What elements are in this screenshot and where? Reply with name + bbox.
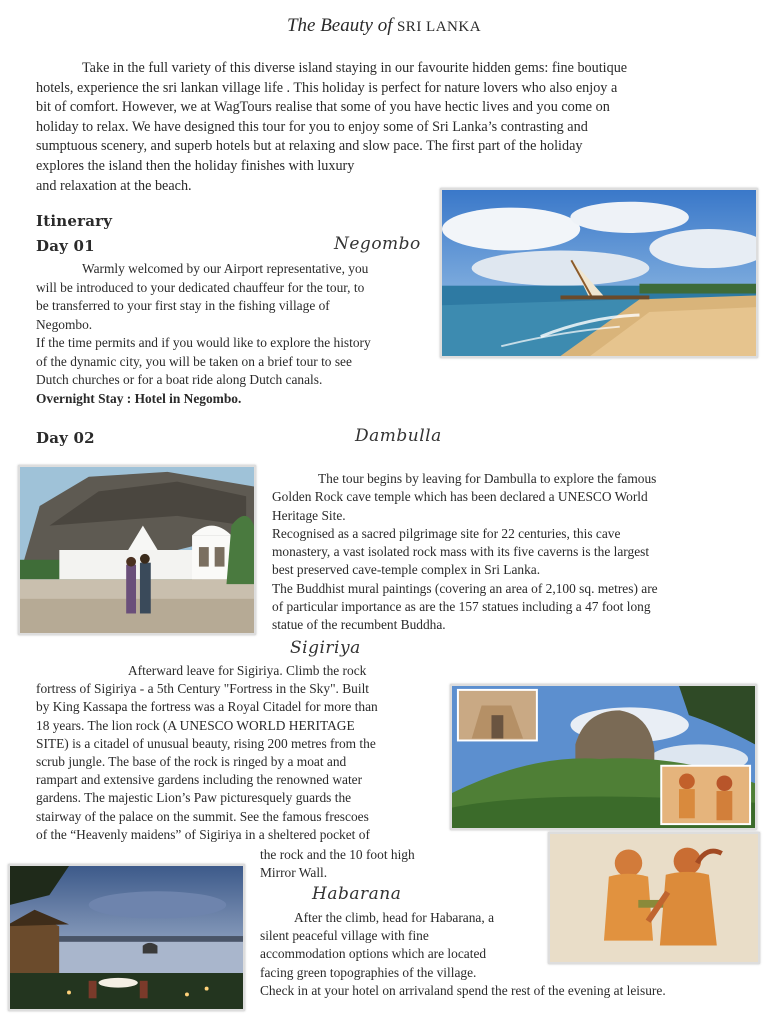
day02-line: of particular importance as are the 157 statues including a 47 foot long xyxy=(272,599,651,615)
sigiriya-line: the rock and the 10 foot high xyxy=(260,847,415,862)
day01-overnight: Overnight Stay : Hotel in Negombo. xyxy=(36,390,242,406)
day01-line: If the time permits and if you would like to explore the history xyxy=(36,335,371,350)
day02-line: Recognised as a sacred pilgrimage site for 22 centuries, this cave xyxy=(272,525,621,541)
day02-line: Heritage Site. xyxy=(272,507,346,523)
sigiriya-line: of the “Heavenly maidens” of Sigiriya in a sheltered pocket of xyxy=(36,826,370,842)
sigiriya-line: by King Kassapa the fortress was a Royal Citadel for more than xyxy=(36,699,378,715)
habarana-line: facing green topographies of the village. xyxy=(260,964,477,980)
day02-label: Day 02 xyxy=(36,429,95,447)
day01-label: Day 01 xyxy=(36,237,95,255)
intro-line: explores the island then the holiday finishes with luxury xyxy=(36,157,355,174)
dambulla-temple-photo xyxy=(18,465,256,635)
negombo-beach-photo xyxy=(440,188,758,358)
habarana-line: accommodation options which are located xyxy=(260,946,487,962)
day02-place: Dambulla xyxy=(355,426,442,446)
day02-line: Golden Rock cave temple which has been declared a UNESCO World xyxy=(272,489,648,505)
day01-line: be transferred to your first stay in the fishing village of xyxy=(36,298,330,313)
intro-line: sumptuous scenery, and superb hotels but at relaxing and slow pace. The first part of the holiday xyxy=(36,138,583,155)
day01-line: of the dynamic city, you will be taken on a brief tour to see xyxy=(36,353,352,369)
intro-line: and relaxation at the beach. xyxy=(36,177,192,194)
sigiriya-line: gardens. The majestic Lion’s Paw picturesquely guards the xyxy=(36,790,352,806)
intro-line: hotels, experience the sri lankan village life . This holiday is perfect for nature lovers who also enjoy a xyxy=(36,79,618,96)
sigiriya-place: Sigiriya xyxy=(290,638,361,658)
intro-line: bit of comfort. However, we at WagTours realise that some of you have hectic lives and you come on xyxy=(36,99,610,116)
intro-paragraph xyxy=(36,59,736,196)
sigiriya-paragraph xyxy=(36,662,446,844)
itinerary-heading: Itinerary xyxy=(36,212,113,230)
sigiriya-line: scrub jungle. The base of the rock is ringed by a moat and xyxy=(36,754,347,770)
day01-line: Negombo. xyxy=(36,316,93,332)
sigiriya-line: SITE) is a citadel of unusual beauty, rising 200 metres from the xyxy=(36,735,376,751)
day01-paragraph xyxy=(36,260,436,408)
sigiriya-frescoes-photo xyxy=(548,832,760,964)
sigiriya-line: fortress of Sigiriya - a 5th Century "Fortress in the Sky". Built xyxy=(36,681,370,697)
day01-place: Negombo xyxy=(334,234,421,254)
title-part1: The Beauty of xyxy=(286,15,393,36)
habarana-lake-photo xyxy=(8,864,245,1011)
sigiriya-line: rampart and extensive gardens including the renowned water xyxy=(36,772,363,788)
habarana-paragraph xyxy=(260,909,545,982)
intro-line: Take in the full variety of this diverse island staying in our favourite hidden gems: fine boutique xyxy=(82,60,628,76)
day01-line: will be introduced to your dedicated chauffeur for the tour, to xyxy=(36,279,365,295)
day02-line: The Buddhist mural paintings (covering an area of 2,100 sq. metres) are xyxy=(272,580,658,596)
habarana-place: Habarana xyxy=(312,884,402,904)
sigiriya-paragraph-end xyxy=(260,846,450,882)
day02-paragraph xyxy=(272,470,742,635)
day02-line: monastery, a vast isolated rock mass with its five caverns is the largest xyxy=(272,544,650,560)
habarana-last-line: Check in at your hotel on arrivaland spend the rest of the evening at leisure. xyxy=(260,983,666,998)
title-part2: SRI LANKA xyxy=(396,19,482,35)
habarana-line: After the climb, head for Habarana, a xyxy=(294,910,495,925)
day02-line: statue of the recumbent Buddha. xyxy=(272,617,446,633)
day02-line: best preserved cave-temple complex in Sri Lanka. xyxy=(272,562,541,578)
sigiriya-line: stairway of the palace on the summit. See the famous frescoes xyxy=(36,808,369,824)
day02-line: The tour begins by leaving for Dambulla to explore the famous xyxy=(318,471,657,486)
habarana-line: silent peaceful village with fine xyxy=(260,928,429,944)
sigiriya-line: Mirror Wall. xyxy=(260,865,328,881)
sigiriya-line: Afterward leave for Sigiriya. Climb the rock xyxy=(128,663,367,678)
sigiriya-rock-photo xyxy=(450,684,757,830)
intro-line: holiday to relax. We have designed this tour for you to enjoy some of Sri Lanka’s contrasting and xyxy=(36,118,588,135)
day01-line: Warmly welcomed by our Airport representative, you xyxy=(82,261,369,276)
day01-line: Dutch churches or for a boat ride along Dutch canals. xyxy=(36,372,323,387)
sigiriya-line: 18 years. The lion rock (A UNESCO WORLD HERITAGE xyxy=(36,717,355,733)
page-title xyxy=(0,15,768,37)
